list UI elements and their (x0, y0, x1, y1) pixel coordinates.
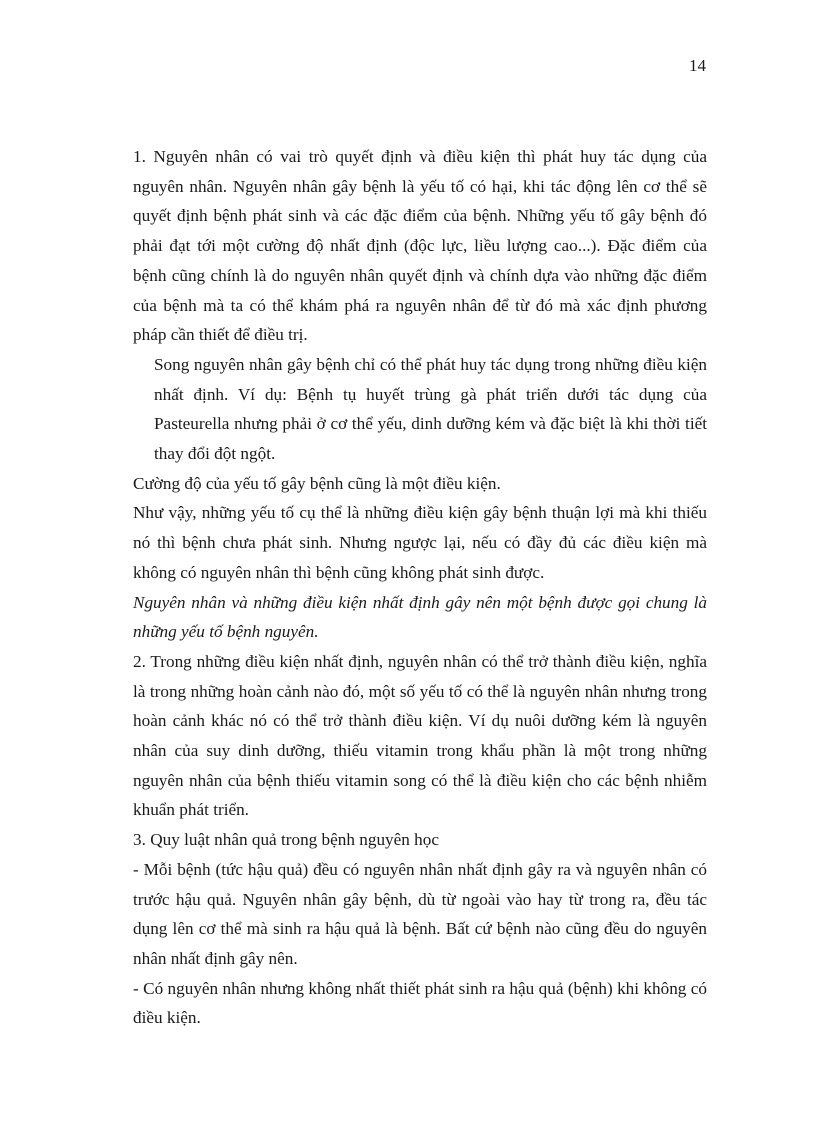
paragraph-causality-rule-1: - Mỗi bệnh (tức hậu quả) đều có nguyên nhân nhất định gây ra và nguyên nhân có trước hậu quả. Nguyên nhân gây bệnh, dù từ ngoài vào hay từ trong ra, đều tác dụng lên cơ thể mà sinh ra hậu quả là bệnh. Bất cứ bệnh nào cũng đều do nguyên nhân nhất định gây nên. (133, 859, 707, 968)
paragraph-causality-rule-2: - Có nguyên nhân nhưng không nhất thiết phát sinh ra hậu quả (bệnh) khi không có điều kiện. (133, 978, 707, 1028)
document-body (133, 142, 707, 1033)
page-number: 14 (689, 56, 706, 75)
paragraph-conditions: Song nguyên nhân gây bệnh chỉ có thể phát huy tác dụng trong những điều kiện nhất định. Ví dụ: Bệnh tụ huyết trùng gà phát triển dưới tác dụng của Pasteurella nhưng phải ở cơ thể yếu, dinh dưỡng kém và đặc biệt là khi thời tiết thay đổi đột ngột. (154, 354, 707, 464)
paragraph-cause-becomes-condition: 2. Trong những điều kiện nhất định, nguyên nhân có thể trở thành điều kiện, nghĩa là trong những hoàn cảnh nào đó, một số yếu tố có thể là nguyên nhân nhưng trong hoàn cảnh khác nó có thể trở thành điều kiện. Ví dụ nuôi dưỡng kém là nguyên nhân của suy dinh dưỡng, thiếu vitamin trong khẩu phần là một trong những nguyên nhân của bệnh thiếu vitamin song có thể là điều kiện cho các bệnh nhiễm khuẩn phát triển. (133, 651, 707, 820)
section-heading-causality: 3. Quy luật nhân quả trong bệnh nguyên học (133, 830, 439, 850)
paragraph-intensity: Cường độ của yếu tố gây bệnh cũng là một điều kiện. (133, 473, 501, 493)
paragraph-summary: Như vậy, những yếu tố cụ thể là những điều kiện gây bệnh thuận lợi mà khi thiếu nó thì bệnh chưa phát sinh. Nhưng ngược lại, nếu có đầy đủ các điều kiện mà không có nguyên nhân thì bệnh cũng không phát sinh được. (133, 503, 707, 582)
paragraph-cause-role: 1. Nguyên nhân có vai trò quyết định và điều kiện thì phát huy tác dụng của nguyên nhân. Nguyên nhân gây bệnh là yếu tố có hại, khi tác động lên cơ thể sẽ quyết định bệnh phát sinh và các đặc điểm của bệnh. Những yếu tố gây bệnh đó phải đạt tới một cường độ nhất định (độc lực, liều lượng cao...). Đặc điểm của bệnh cũng chính là do nguyên nhân quyết định và chính dựa vào những đặc điểm của bệnh mà ta có thể khám phá ra nguyên nhân để từ đó mà xác định phương pháp cần thiết để điều trị. (133, 147, 707, 345)
paragraph-etiology-definition: Nguyên nhân và những điều kiện nhất định gây nên một bệnh được gọi chung là những yếu tố bệnh nguyên. (133, 592, 707, 642)
